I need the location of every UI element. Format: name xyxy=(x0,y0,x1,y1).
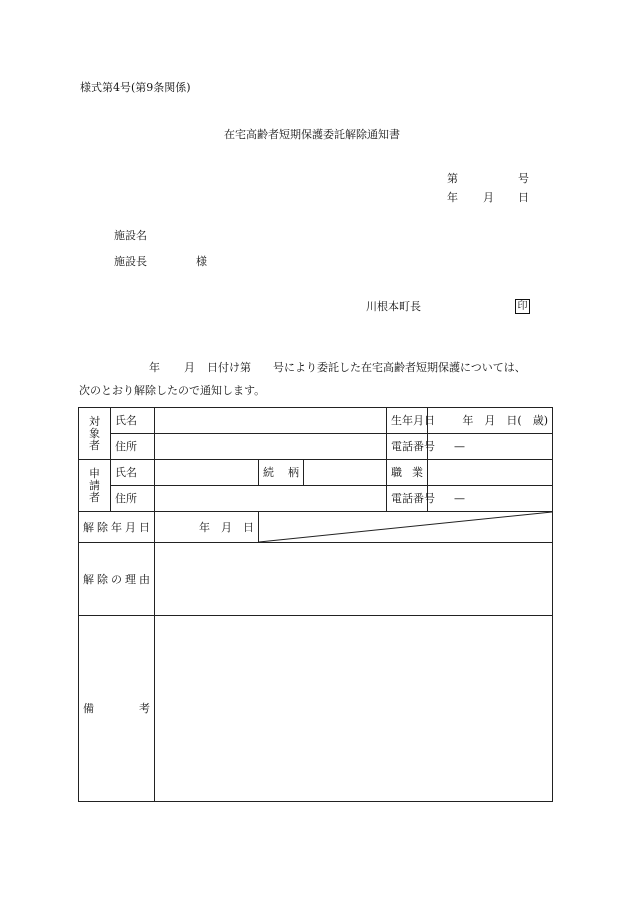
applicant-address-row xyxy=(79,486,553,512)
remarks-row xyxy=(79,616,553,802)
relation-label: 続柄 xyxy=(259,460,304,486)
subject-name-row xyxy=(79,408,553,434)
subject-address-row xyxy=(79,434,553,460)
doc-number-dai: 第 xyxy=(447,172,458,185)
form-number: 様式第4号(第9条関係) xyxy=(80,81,191,94)
occupation-label: 職業 xyxy=(387,460,428,486)
body-text-line2: 次のとおり解除したので通知します。 xyxy=(79,384,266,397)
subject-name-field[interactable] xyxy=(155,408,387,434)
remarks-field[interactable] xyxy=(155,616,553,802)
applicant-name-row xyxy=(79,460,553,486)
doc-date-year: 年 xyxy=(447,191,458,204)
applicant-name-field[interactable] xyxy=(155,460,259,486)
cancel-reason-label: 解除の理由 xyxy=(79,543,155,616)
applicant-address-field[interactable] xyxy=(155,486,387,512)
applicant-phone-label: 電話番号 xyxy=(387,486,428,512)
cancel-date-blank xyxy=(259,512,553,543)
subject-name-label: 氏名 xyxy=(111,408,155,434)
remarks-label-right: 考 xyxy=(139,701,150,715)
remarks-label-left: 備 xyxy=(83,701,94,715)
applicant-address-label: 住所 xyxy=(111,486,155,512)
body-year: 年 xyxy=(149,361,160,374)
subject-address-field[interactable] xyxy=(155,434,387,460)
applicant-name-label: 氏名 xyxy=(111,460,155,486)
diagonal-line xyxy=(259,512,552,542)
facility-head-label: 施設長 xyxy=(114,255,147,268)
cancel-date-label: 解除年月日 xyxy=(79,512,155,543)
notification-table xyxy=(78,407,553,802)
document-title: 在宅高齢者短期保護委託解除通知書 xyxy=(224,128,400,141)
relation-field[interactable] xyxy=(304,460,387,486)
sender-name: 川根本町長 xyxy=(366,300,421,313)
cancel-reason-field[interactable] xyxy=(155,543,553,616)
facility-name-label: 施設名 xyxy=(114,229,147,242)
doc-date-day: 日 xyxy=(518,191,529,204)
cancel-date-row xyxy=(79,512,553,543)
subject-phone-field[interactable]: — xyxy=(428,434,553,460)
applicant-phone-field[interactable]: — xyxy=(428,486,553,512)
occupation-field[interactable] xyxy=(428,460,553,486)
birthdate-field[interactable]: 年 月 日( 歳) xyxy=(428,408,553,434)
doc-date-month: 月 xyxy=(483,191,494,204)
remarks-label xyxy=(79,616,155,802)
cancel-date-field[interactable]: 年 月 日 xyxy=(155,512,259,543)
body-month: 月 xyxy=(184,361,195,374)
cancel-reason-row xyxy=(79,543,553,616)
seal-icon: 印 xyxy=(515,299,530,314)
honorific-sama: 様 xyxy=(196,255,207,268)
subject-address-label: 住所 xyxy=(111,434,155,460)
subject-group-label: 対 象 者 xyxy=(79,408,111,460)
body-text-line1: 日付け第 号により委託した在宅高齢者短期保護については、 xyxy=(207,361,526,374)
subject-phone-label: 電話番号 xyxy=(387,434,428,460)
applicant-group-label: 申 請 者 xyxy=(79,460,111,512)
doc-number-gou: 号 xyxy=(518,172,529,185)
birthdate-label: 生年月日 xyxy=(387,408,428,434)
